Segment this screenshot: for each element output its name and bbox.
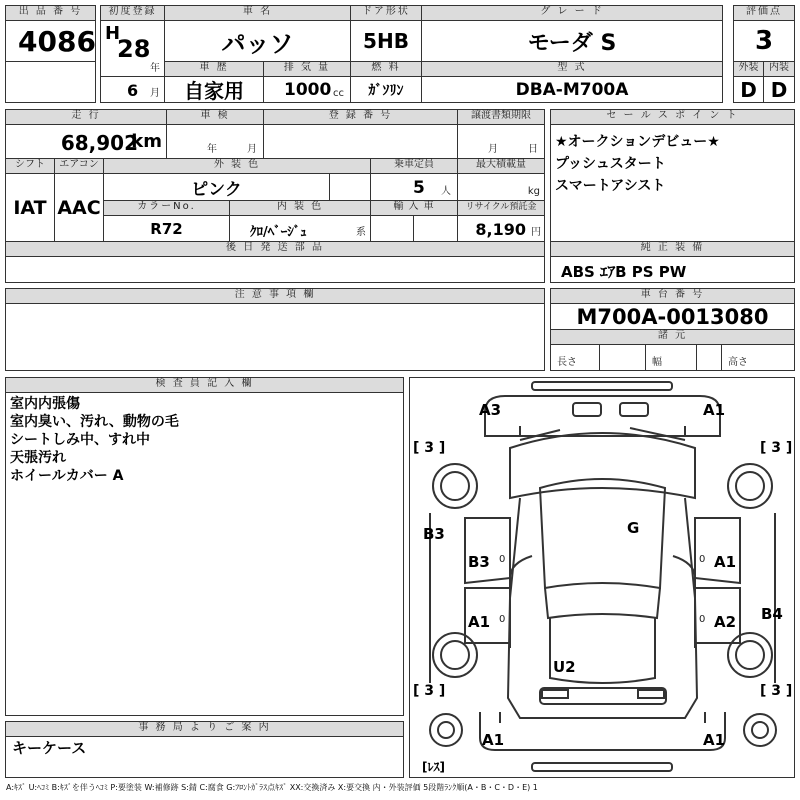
displacement-unit: cc [333,88,344,99]
spare-tire: [ﾚｽ] [422,760,445,774]
capacity-box [370,173,458,201]
model-label: 型 式 [421,61,723,77]
mark-left-rear-door: A1 [468,613,491,631]
door-type-label: ドア形状 [350,5,422,21]
mark-front-right: A1 [703,401,726,419]
shift-label: シフト [5,158,55,174]
mark-left-front-door: B3 [468,553,490,571]
transfer-deadline-label: 譲渡書類期限 [457,109,545,125]
car-name-label: 車 名 [164,5,351,21]
lot-number-label: 出 品 番 号 [5,5,96,21]
displacement-box [263,76,351,103]
lot-number: 4086 [5,20,96,62]
capacity-unit: 人 [441,186,451,197]
exterior-color-label: 外 装 色 [103,158,371,174]
office-notes: キーケース [5,736,404,778]
shift: IAT [5,173,55,242]
length-value [599,344,646,371]
first-registration-label: 初度登録 [100,5,165,21]
fuel-label: 燃 料 [350,61,422,77]
inspection-year-unit: 年 [207,144,217,155]
first-registration-month-box [100,76,165,103]
import-label: 輸 入 車 [370,200,458,216]
door-mark-rr: 0 [699,614,706,625]
max-load-label: 最大積載量 [457,158,545,174]
month-unit: 月 [150,88,160,99]
registration-number [263,124,458,159]
mileage-label: 走 行 [5,109,167,125]
mark-right-rear-door: A2 [714,613,737,631]
fuel: ｶﾞｿﾘﾝ [350,76,422,103]
max-load-unit: kg [527,186,540,197]
grade: モーダ S [421,20,723,62]
displacement: 1000 [284,80,332,100]
recycle-fee: 8,190 [475,220,526,239]
import-blank-1 [370,215,414,242]
later-parts-label: 後 日 発 送 部 品 [5,241,545,257]
legend: A:ｷｽﾞ U:ﾍｺﾐ B:ｷｽﾞを伴うﾍｺﾐ P:要塗装 W:補修跡 S:錆 C:腐食 G:ﾌﾛﾝﾄｶﾞﾗｽ点ｷｽﾞ XX:交換済み X:要交換 内・外装評価 5段階ﾗﾝｸ順(A・B・C・D・E) 1 [6,783,538,792]
door-mark-lr: 0 [499,614,506,625]
width-label: 幅 [645,344,697,371]
first-registration-year-box [100,20,165,77]
width-value [696,344,722,371]
exterior-color-blank [329,173,371,201]
mark-left-side: B3 [423,525,445,543]
inspector-notes: 室内内張傷 室内臭い、汚れ、動物の毛 シートしみ中、すれ中 天張汚れ ホイールカバー A [5,392,404,716]
mark-front-left: A3 [479,401,502,419]
recycle-label: リサイクル預託金 [457,200,545,216]
aircon-label: エアコン [54,158,104,174]
recycle-box [457,215,545,242]
exterior-score: D [733,76,764,103]
later-parts [5,256,545,283]
capacity-label: 乗車定員 [370,158,458,174]
mileage-unit: km [131,131,162,152]
mark-rear-left: A1 [482,731,505,749]
damage-diagram [409,377,795,778]
recycle-unit: 円 [531,227,541,238]
transfer-day-unit: 日 [528,144,538,155]
import-blank-2 [413,215,458,242]
exterior-color: ピンク [103,173,330,201]
color-number-label: カラーNo. [103,200,230,216]
equipment: ABS ｴｱB PS PW [550,256,795,283]
interior-color: ｸﾛ/ﾍﾞｰｼﾞｭ [250,225,307,240]
inspection-box [166,124,264,159]
chassis-number-label: 車 台 番 号 [550,288,795,304]
mileage: 68,902 [60,131,138,155]
tire-front-left: [ 3 ] [413,440,446,456]
max-load-box [457,173,545,201]
sales-points-label: セ ー ル ス ポ イ ン ト [550,109,795,125]
transfer-deadline-box [457,124,545,159]
displacement-label: 排 気 量 [263,61,351,77]
inspection-label: 車 検 [166,109,264,125]
sales-points: ★オークションデビュー★ プッシュスタート スマートアシスト [550,124,795,242]
interior-score: D [763,76,795,103]
mark-right-rear-side: B4 [761,605,783,623]
inspection-month-unit: 月 [247,144,257,155]
mark-rear-right: A1 [703,731,726,749]
transfer-month-unit: 月 [488,144,498,155]
notes [5,303,545,371]
lot-number-blank [5,61,96,103]
registration-year: 28 [117,35,151,63]
door-mark-lf: 0 [499,554,506,565]
grade-label: グ レ ー ド [421,5,723,21]
tire-front-right: [ 3 ] [760,440,793,456]
capacity: 5 [413,178,425,198]
equipment-label: 純 正 装 備 [550,241,795,257]
interior-color-unit: 系 [356,227,366,238]
era-letter: H [105,23,121,44]
tire-rear-left: [ 3 ] [413,683,446,699]
color-number: R72 [103,215,230,242]
history: 自家用 [164,76,264,103]
score: 3 [733,20,795,62]
height-label: 高さ [721,344,795,371]
notes-label: 注 意 事 項 欄 [5,288,545,304]
mark-roof: G [627,519,640,537]
registration-number-label: 登 録 番 号 [263,109,458,125]
registration-month: 6 [127,81,139,100]
mark-right-front-door: A1 [714,553,737,571]
specs-label: 諸 元 [550,329,795,345]
interior-color-label: 内 装 色 [229,200,371,216]
chassis-number: M700A-0013080 [550,303,795,330]
model-code: DBA-M700A [421,76,723,103]
interior-score-label: 内装 [763,61,795,77]
aircon: AAC [54,173,104,242]
door-mark-rf: 0 [699,554,706,565]
year-unit: 年 [150,63,160,74]
office-label: 事 務 局 よ り ご 案 内 [5,721,404,737]
tire-rear-right: [ 3 ] [760,683,793,699]
interior-color-box [229,215,371,242]
score-label: 評価点 [733,5,795,21]
length-label: 長さ [550,344,600,371]
history-label: 車 歴 [164,61,264,77]
mark-rear-glass: U2 [553,658,576,676]
car-outline [410,378,796,779]
inspector-label: 検 査 員 記 入 欄 [5,377,404,393]
exterior-score-label: 外装 [733,61,764,77]
door-type: 5HB [350,20,422,62]
car-name: パッソ [164,20,351,62]
mileage-box [5,124,167,159]
